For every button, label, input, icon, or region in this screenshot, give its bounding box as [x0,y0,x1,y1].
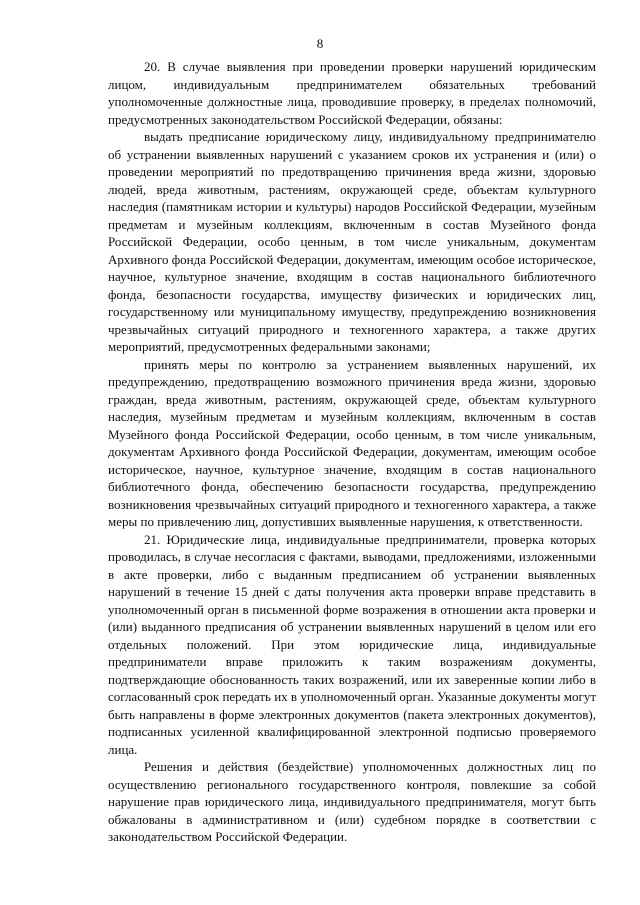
paragraph-issue-order: выдать предписание юридическому лицу, индивидуальному предпринимателю об устранении выявленных нарушений с указанием сроков их устранения и (или) о проведении мероприятий по предотвращению причинения вреда жизни, здоровью людей, вреда животным, растениям, окружающей среде, объектам культурного наследия (памятникам истории и культуры) народов Российской Федерации, музейным предметам и музейным коллекциям, включенным в состав Музейного фонда Российской Федерации, особо ценным, в том числе уникальным, документам Архивного фонда Российской Федерации, документам, имеющим особое историческое, научное, культурное значение, входящим в состав национального библиотечного фонда, безопасности государства, имуществу физических и юридических лиц, государственному или муниципальному имуществу, предупреждению возникновения чрезвычайных ситуаций природного и техногенного характера, а также других мероприятий, предусмотренных федеральными законами; [108,129,596,354]
paragraph-21: 21. Юридические лица, индивидуальные предприниматели, проверка которых проводилась, в случае несогласия с фактами, выводами, предложениями, изложенными в акте проверки, либо с выданным предписанием об устранении выявленных нарушений в течение 15 дней с даты получения акта проверки вправе представить в уполномоченный орган в письменной форме возражения в отношении акта проверки и (или) выданного предписания об устранении выявленных нарушений в целом или его отдельных положений. При этом юридические лица, индивидуальные предприниматели вправе приложить к таким возражениям документы, подтверждающие обоснованность таких возражений, или их заверенные копии либо в согласованный срок передать их в уполномоченный орган. Указанные документы могут быть направлены в форме электронных документов (пакета электронных документов), подписанных усиленной квалифицированной электронной подписью проверяемого лица. [108,531,596,757]
paragraph-take-measures: принять меры по контролю за устранением выявленных нарушений, их предупреждению, предотвращению возможного причинения вреда жизни, здоровью граждан, вреда животным, растениям, окружающей среде, объектам культурного наследия, музейным предметам и музейным коллекциям, включенным в состав Музейного фонда Российской Федерации, особо ценным, в том числе уникальным, документам Архивного фонда Российской Федерации, документам, имеющим особое историческое, научное, культурное значение, входящим в состав национального библиотечного фонда, обеспечению безопасности государства, предупреждению возникновения чрезвычайных ситуаций природного и техногенного характера, а также меры по привлечению лиц, допустивших выявленные нарушения, к ответственности. [108,356,596,529]
paragraph-appeal: Решения и действия (бездействие) уполномоченных должностных лиц по осуществлению регионального государственного контроля, повлекшие за собой нарушение прав юридического лица, индивидуального предпринимателя, могут быть обжалованы в административном и (или) судебном порядке в соответствии с законодательством Российской Федерации. [108,759,596,844]
paragraph-20: 20. В случае выявления при проведении проверки нарушений юридическим лицом, индивидуальным предпринимателем обязательных требований уполномоченные должностные лица, проводившие проверку, в пределах полномочий, предусмотренных законодательством Российской Федерации, обязаны: [108,59,596,127]
document-body [108,58,596,846]
page-number: 8 [316,36,324,51]
